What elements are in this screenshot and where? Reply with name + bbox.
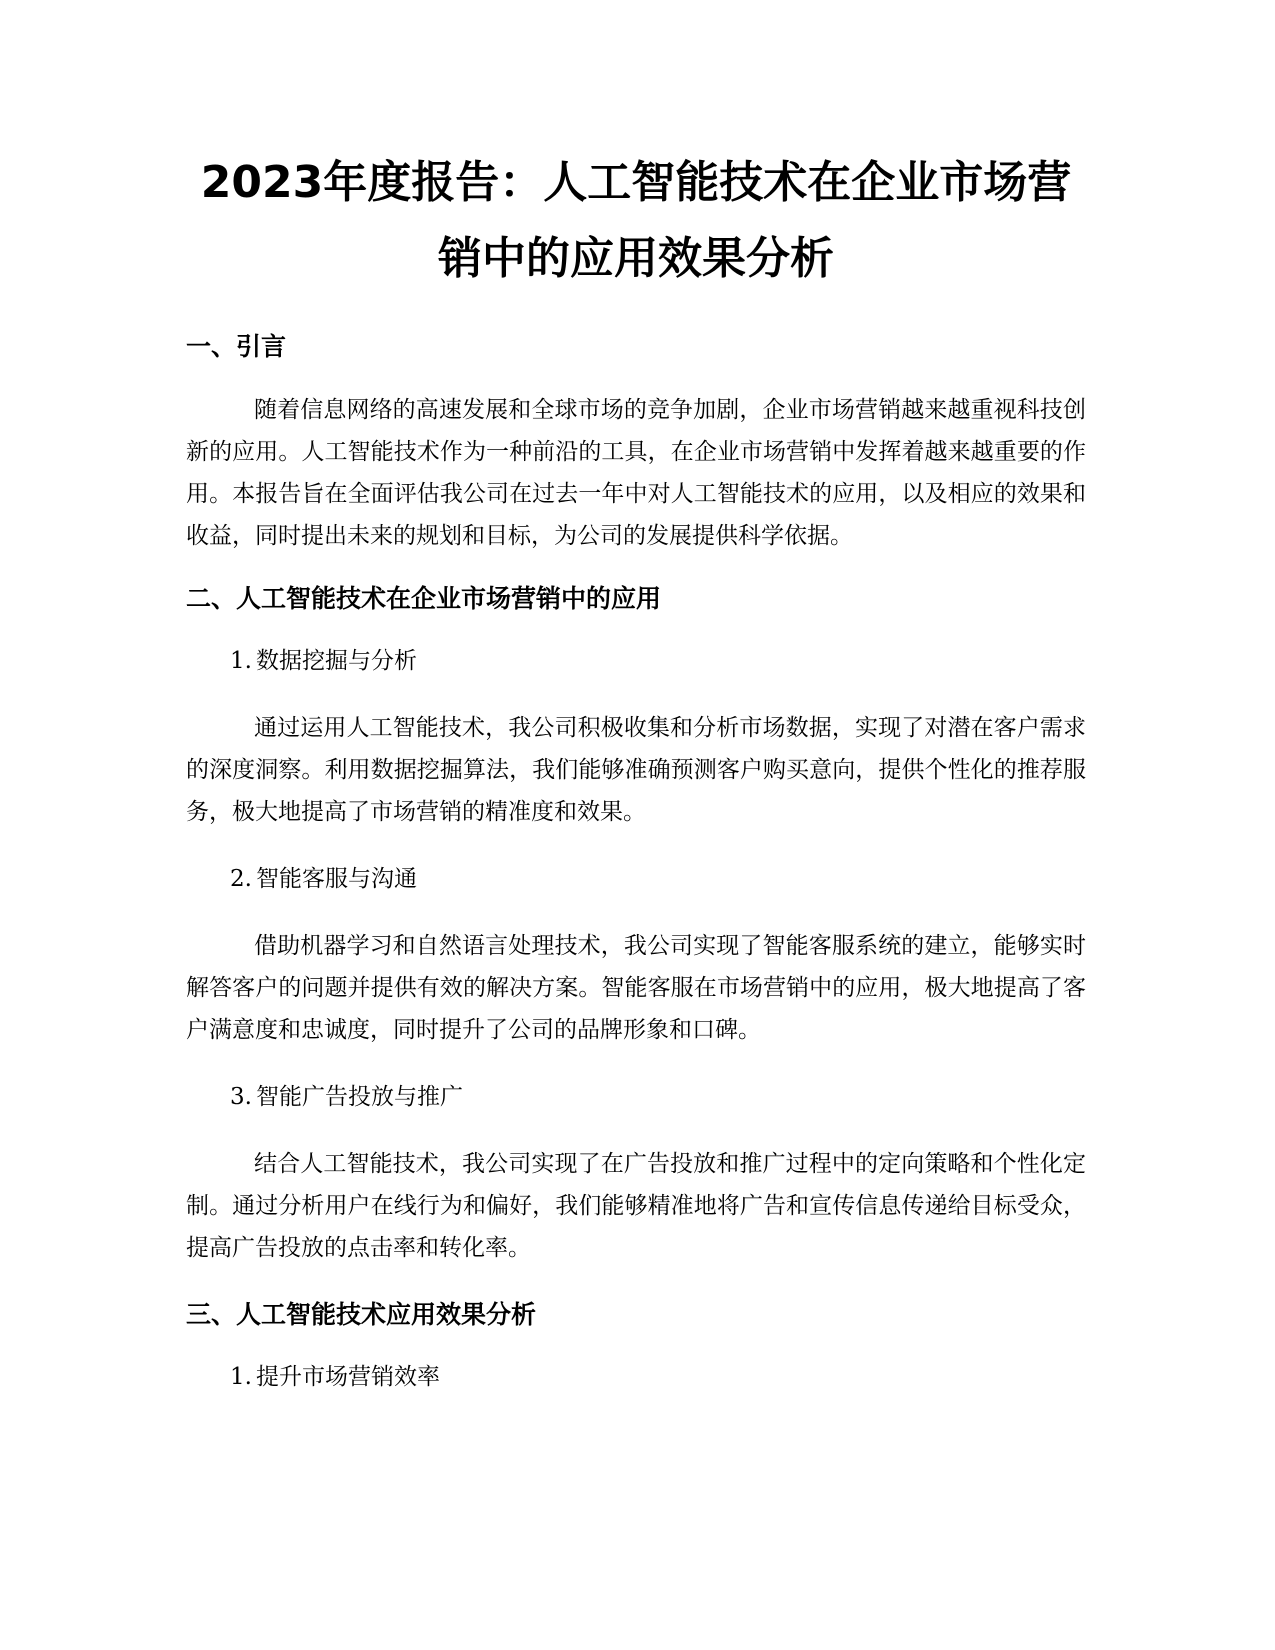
- list-item: [186, 1359, 1086, 1395]
- item-paragraph: 借助机器学习和自然语言处理技术，我公司实现了智能客服系统的建立，能够实时解答客户的问题并提供有效的解决方案。智能客服在市场营销中的应用，极大地提高了客户满意度和忠诚度，同时提升了公司的品牌形象和口碑。: [186, 933, 1086, 1043]
- item-number: 1.: [230, 1364, 252, 1390]
- list-item: [186, 861, 1086, 897]
- item-title: 智能广告投放与推广: [255, 1084, 463, 1110]
- item-paragraph: 结合人工智能技术，我公司实现了在广告投放和推广过程中的定向策略和个性化定制。通过分析用户在线行为和偏好，我们能够精准地将广告和宣传信息传递给目标受众，提高广告投放的点击率和转化率。: [186, 1151, 1086, 1261]
- item-number: 1.: [230, 648, 252, 674]
- document-title: 2023年度报告：人工智能技术在企业市场营销中的应用效果分析: [200, 157, 1072, 284]
- item-title: 数据挖掘与分析: [255, 648, 417, 674]
- document-page: [186, 145, 1086, 1395]
- section-heading-effects: 三、人工智能技术应用效果分析: [186, 1300, 537, 1329]
- item-title: 提升市场营销效率: [255, 1364, 440, 1390]
- item-number: 3.: [230, 1084, 252, 1110]
- section-heading-applications: 二、人工智能技术在企业市场营销中的应用: [186, 584, 662, 613]
- item-number: 2.: [230, 866, 252, 892]
- section-heading-intro: 一、引言: [186, 332, 287, 361]
- list-item: [186, 643, 1086, 679]
- intro-paragraph: 随着信息网络的高速发展和全球市场的竞争加剧，企业市场营销越来越重视科技创新的应用。人工智能技术作为一种前沿的工具，在企业市场营销中发挥着越来越重要的作用。本报告旨在全面评估我公司在过去一年中对人工智能技术的应用，以及相应的效果和收益，同时提出未来的规划和目标，为公司的发展提供科学依据。: [186, 397, 1086, 549]
- item-paragraph: 通过运用人工智能技术，我公司积极收集和分析市场数据，实现了对潜在客户需求的深度洞察。利用数据挖掘算法，我们能够准确预测客户购买意向，提供个性化的推荐服务，极大地提高了市场营销的精准度和效果。: [186, 715, 1086, 825]
- list-item: [186, 1079, 1086, 1115]
- item-title: 智能客服与沟通: [255, 866, 417, 892]
